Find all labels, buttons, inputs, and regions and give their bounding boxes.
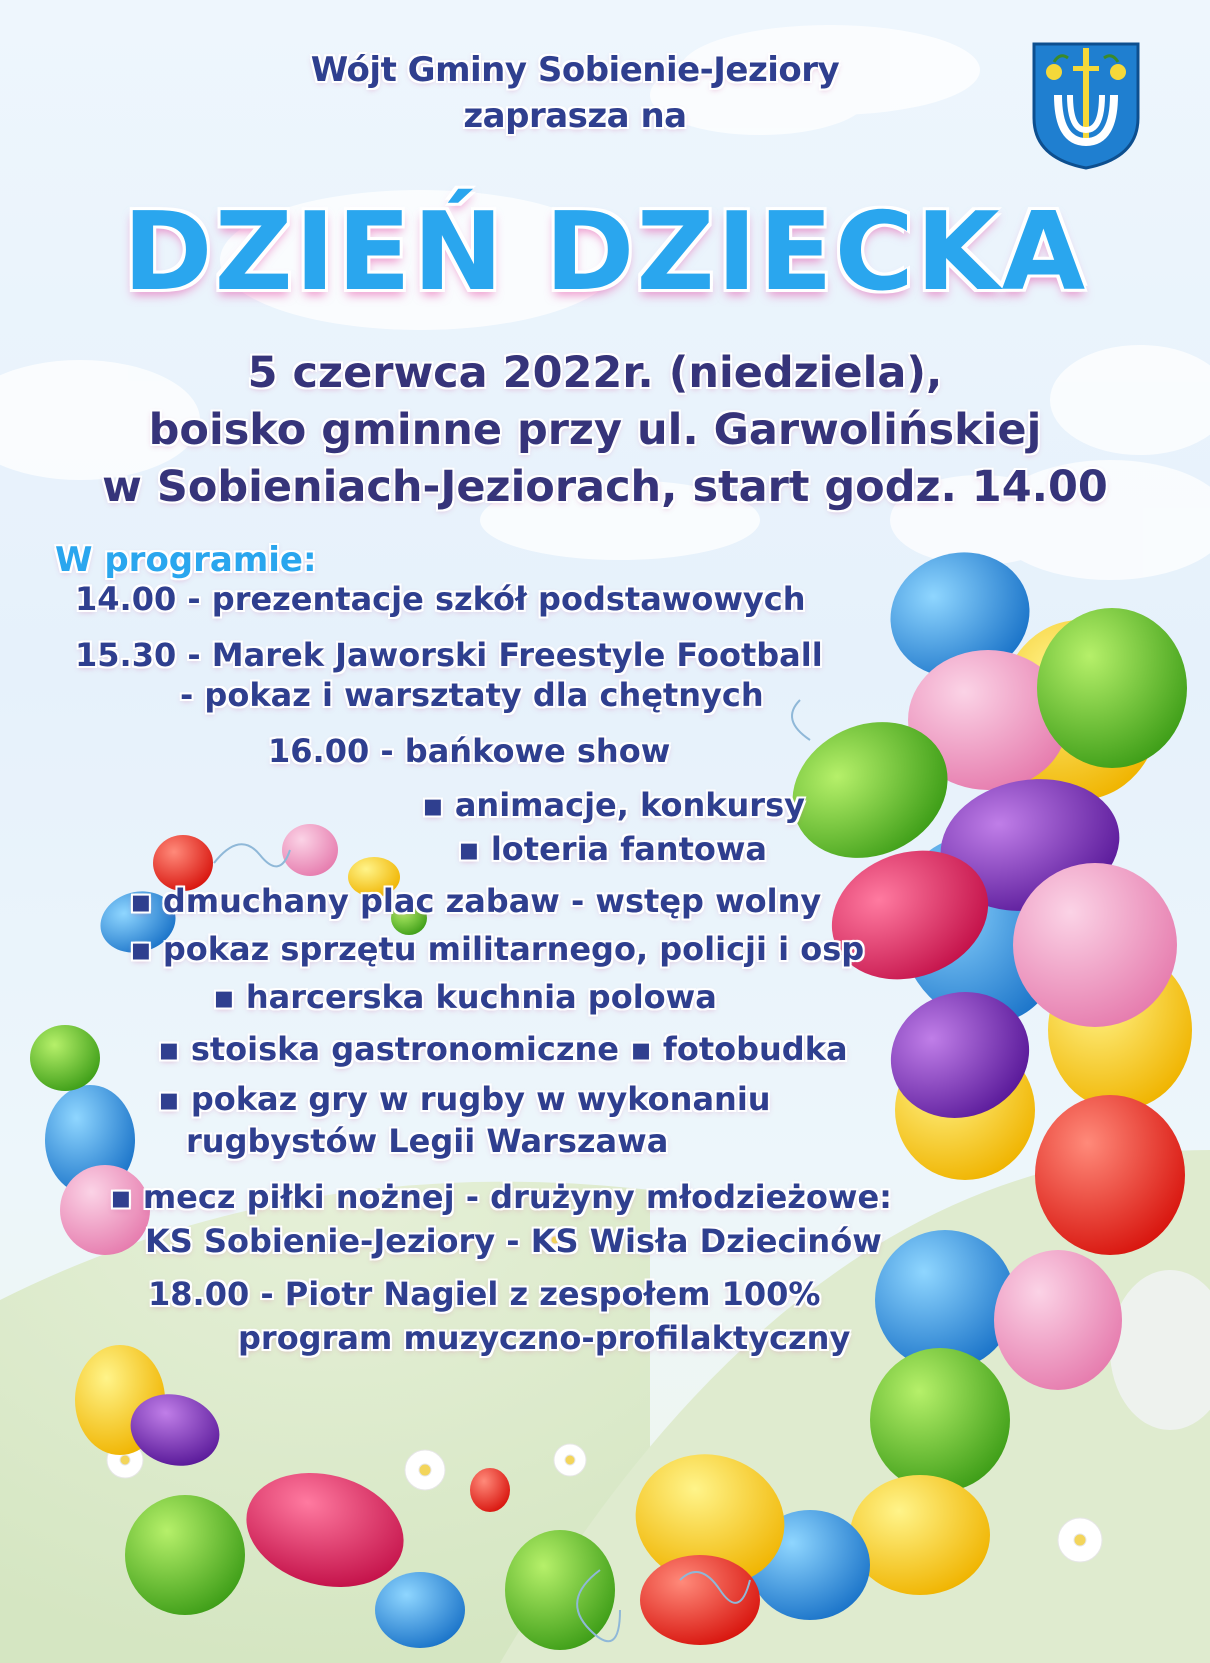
event-location-time: w Sobieniach-Jeziorach, start godz. 14.00 [102,462,1108,512]
event-place: boisko gminne przy ul. Garwolińskiej [148,405,1042,455]
program-item: ▪ dmuchany plac zabaw - wstęp wolny [130,882,822,920]
program-item: rugbystów Legii Warszawa [186,1122,669,1160]
page-title: DZIEŃ DZIECKA [122,190,1088,315]
header-organizer: Wójt Gminy Sobienie-Jeziory [310,50,840,90]
event-date: 5 czerwca 2022r. (niedziela), [247,348,943,398]
program-item: ▪ pokaz sprzętu militarnego, policji i osp [130,930,865,968]
program-heading: W programie: [55,540,317,580]
program-item: - pokaz i warsztaty dla chętnych [180,676,764,714]
header-invites: zaprasza na [463,96,687,136]
program-item: program muzyczno-profilaktyczny [238,1319,851,1357]
program-item: ▪ loteria fantowa [458,830,767,868]
program-item: 18.00 - Piotr Nagiel z zespołem 100% [148,1275,821,1313]
program-item: ▪ stoiska gastronomiczne ▪ fotobudka [158,1030,848,1068]
program-item: 14.00 - prezentacje szkół podstawowych [75,580,806,618]
program-item: 15.30 - Marek Jaworski Freestyle Football [75,636,823,674]
program-item: ▪ pokaz gry w rugby w wykonaniu [158,1080,771,1118]
program-item: ▪ animacje, konkursy [422,786,805,824]
program-item: KS Sobienie-Jeziory - KS Wisła Dziecinów [145,1222,882,1260]
program-item: ▪ harcerska kuchnia polowa [213,978,717,1016]
program-item: 16.00 - bańkowe show [268,732,671,770]
program-item: ▪ mecz piłki nożnej - drużyny młodzieżowe: [110,1178,892,1216]
